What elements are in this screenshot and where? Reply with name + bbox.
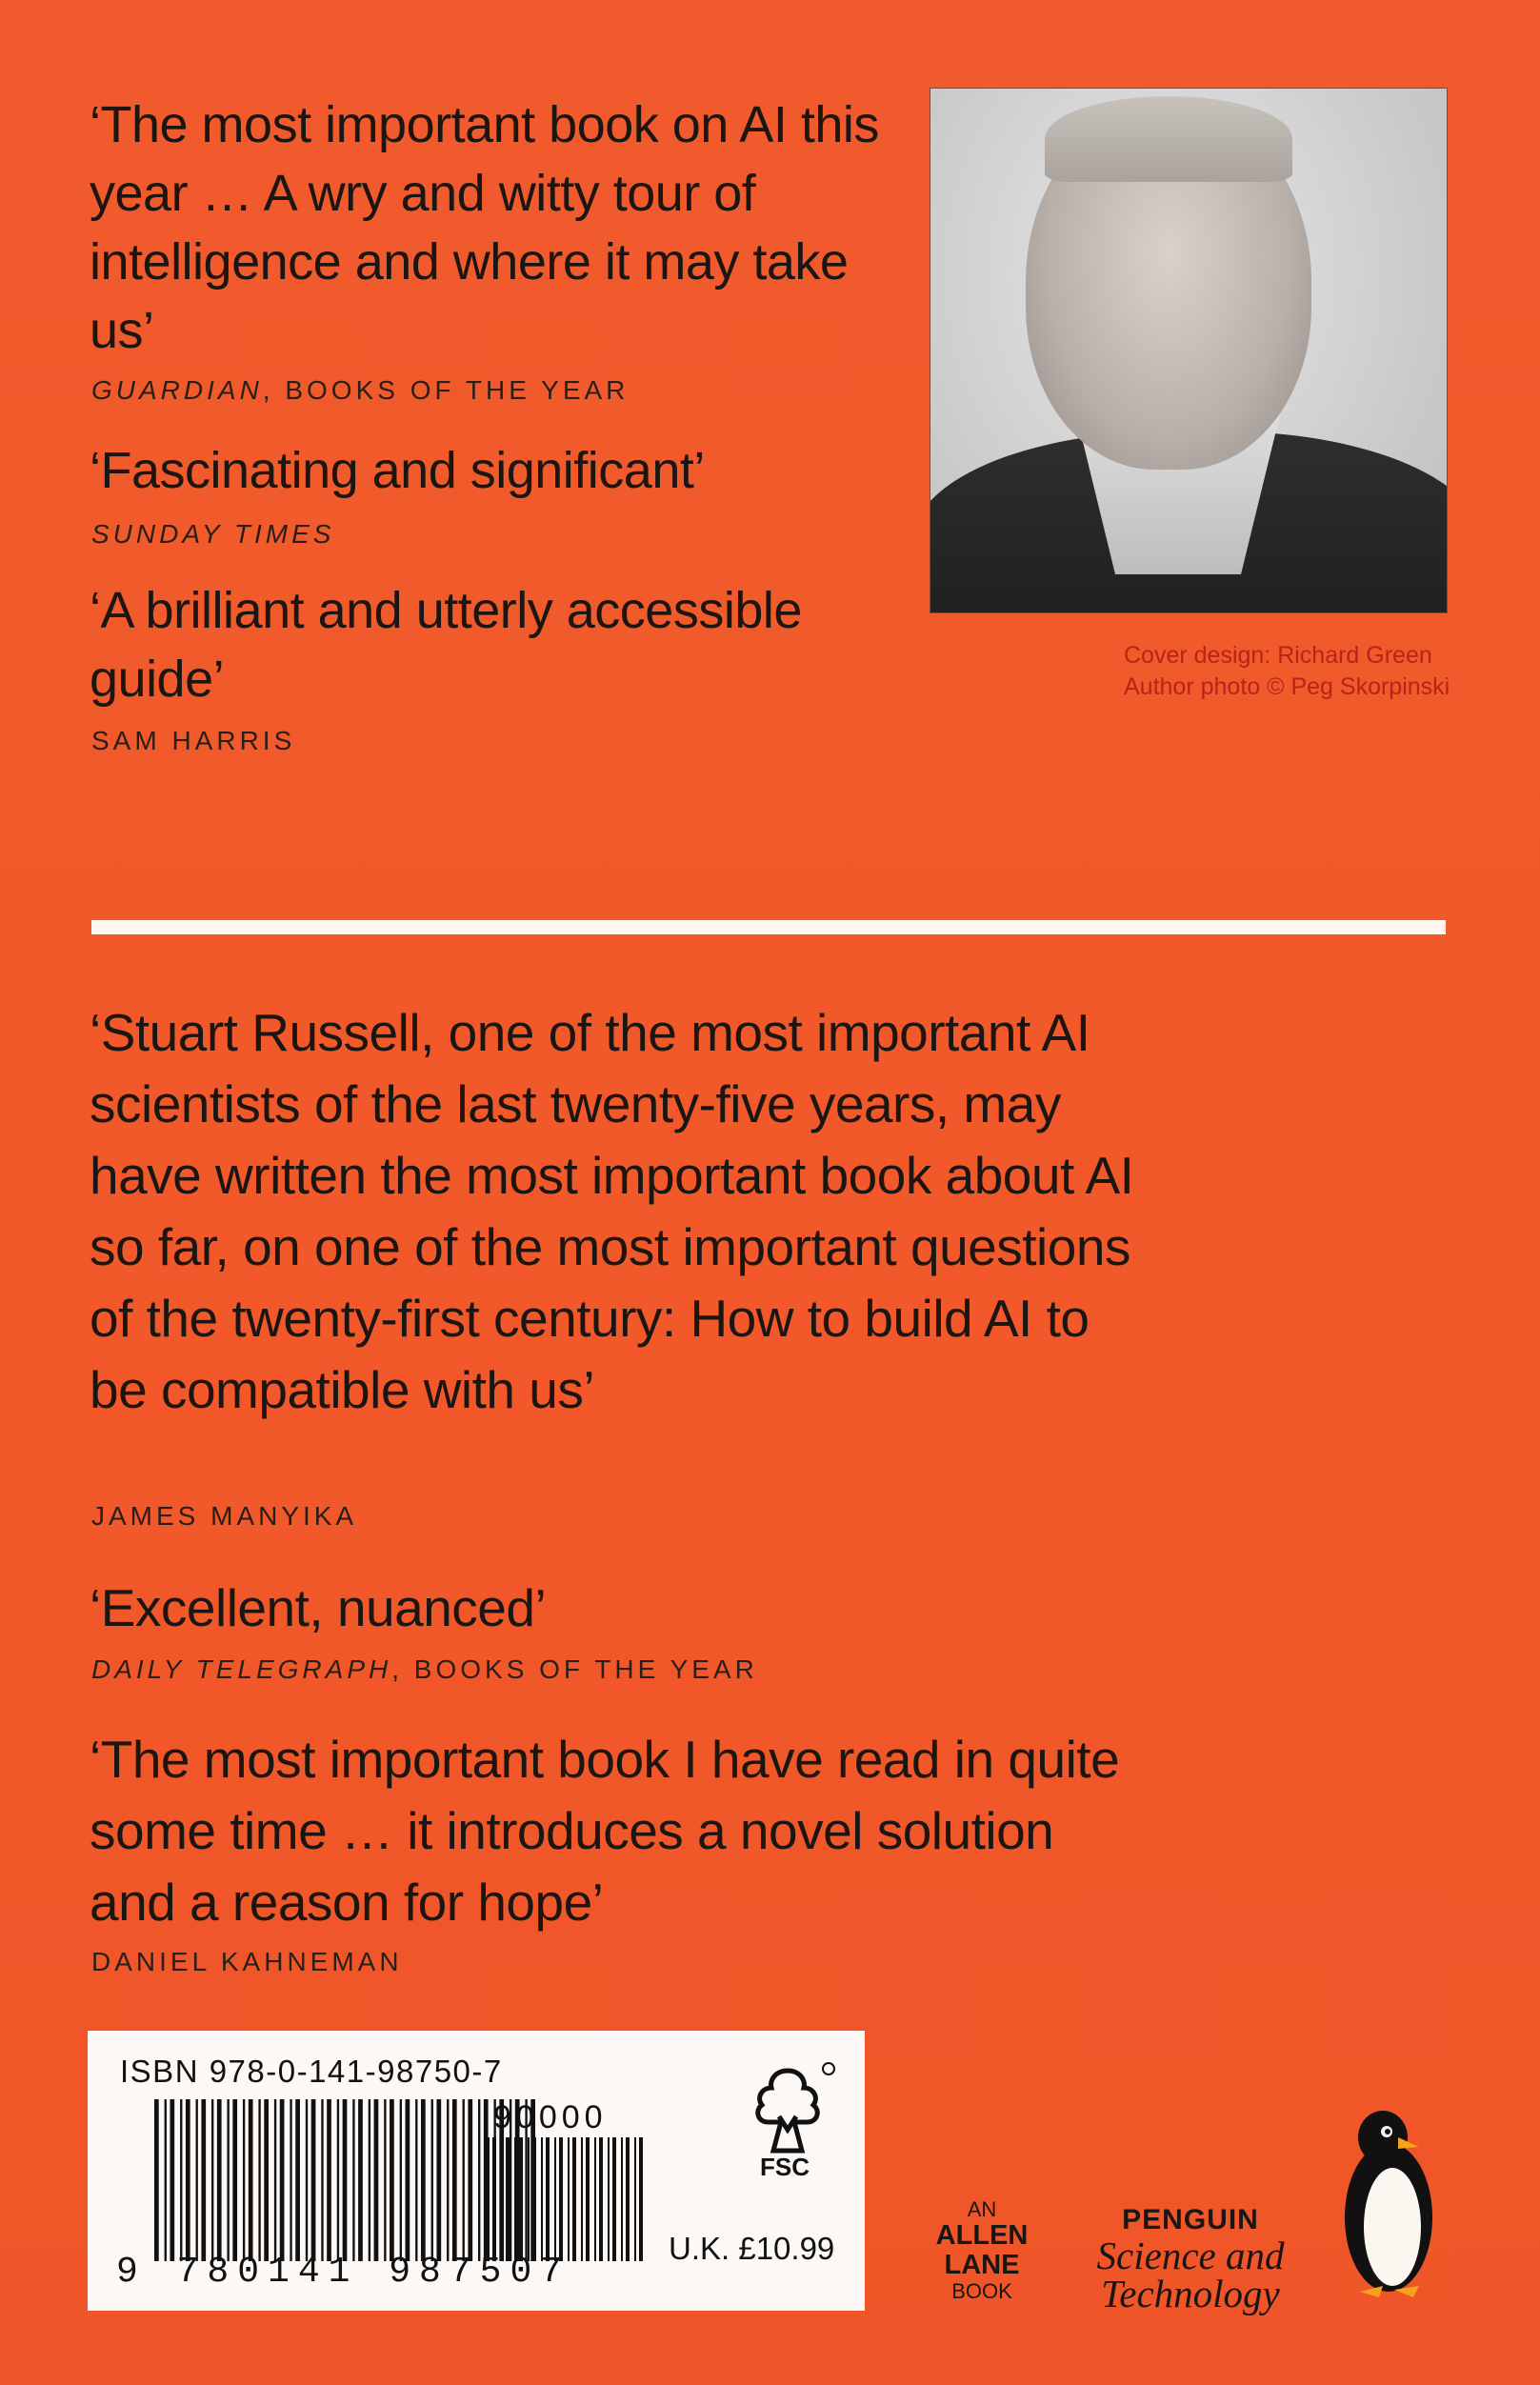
barcode-bar: [546, 2137, 550, 2261]
series-publisher: PENGUIN: [1122, 2204, 1259, 2235]
photo-credits: [1124, 640, 1467, 703]
barcode-bar: [519, 2137, 523, 2261]
source-james-manyika: [91, 1501, 357, 1532]
barcode-bar: [528, 2137, 530, 2261]
source-italic: DAILY TELEGRAPH: [91, 1654, 392, 1684]
barcode-bar: [621, 2137, 623, 2261]
barcode-bars: [154, 2099, 535, 2261]
source-italic: GUARDIAN: [91, 375, 263, 405]
credit-cover-design: Cover design: Richard Green: [1124, 642, 1432, 669]
source-rest: , BOOKS OF THE YEAR: [262, 375, 630, 405]
imprint-an: AN: [967, 2197, 997, 2221]
barcode-bar: [436, 2099, 441, 2261]
barcode-bar: [170, 2099, 174, 2261]
barcode-bar: [217, 2099, 222, 2261]
source-daily-telegraph: [91, 1654, 758, 1685]
barcode-bar: [406, 2099, 410, 2261]
barcode-bar: [180, 2099, 182, 2261]
barcode-bar: [559, 2137, 563, 2261]
imprint-book: BOOK: [951, 2279, 1012, 2303]
source-rest: , BOOKS OF THE YEAR: [391, 1654, 758, 1684]
barcode-bar: [415, 2099, 417, 2261]
barcode-bar: [306, 2099, 308, 2261]
quote-sam-harris: ‘A brilliant and utterly accessible guide’: [90, 582, 802, 708]
barcode-bar: [463, 2099, 465, 2261]
barcode-bar: [295, 2099, 300, 2261]
barcode-bar: [431, 2099, 433, 2261]
allen-lane-imprint: [929, 2198, 1035, 2303]
barcode-bar: [608, 2137, 610, 2261]
barcode-bar: [612, 2137, 616, 2261]
barcode-bar: [343, 2099, 348, 2261]
source-sam-harris: [91, 726, 295, 756]
barcode-bar: [165, 2099, 167, 2261]
barcode-bar: [384, 2099, 386, 2261]
series-line1: Science and: [1096, 2234, 1285, 2277]
source-rest: SAM HARRIS: [91, 726, 296, 755]
photo-hair: [1045, 96, 1292, 182]
barcode-bar: [554, 2137, 556, 2261]
quote-daily-telegraph: ‘Excellent, nuanced’: [90, 1578, 547, 1637]
barcode-bar: [400, 2099, 402, 2261]
barcode-bar: [249, 2099, 253, 2261]
barcode-bar: [321, 2099, 323, 2261]
barcode-bar: [243, 2099, 245, 2261]
barcode-bar: [358, 2099, 363, 2261]
quote-guardian: ‘The most important book on AI this year … A wry and witty tour of intelligence and where it may take us’: [90, 96, 879, 359]
barcode-bar: [639, 2137, 643, 2261]
barcode-bar: [594, 2137, 596, 2261]
barcode-addon-number: 90000: [493, 2099, 608, 2135]
barcode-panel: [88, 2031, 865, 2311]
barcode-bar: [572, 2137, 576, 2261]
barcode-bar: [634, 2137, 636, 2261]
series-line2: Technology: [1101, 2272, 1280, 2315]
imprint-lane: LANE: [944, 2250, 1020, 2280]
quote-daniel-kahneman: ‘The most important book I have read in quite some time … it introduces a novel solution and a reason for hope’: [90, 1730, 1120, 1932]
barcode-bar: [581, 2137, 583, 2261]
barcode-bar: [352, 2099, 354, 2261]
source-italic: SUNDAY TIMES: [91, 519, 335, 549]
barcode-digits: 9 780141 987507: [116, 2252, 571, 2293]
barcode-bar: [492, 2137, 496, 2261]
source-guardian: [91, 375, 629, 406]
barcode-bar: [196, 2099, 198, 2261]
quote-sunday-times: ‘Fascinating and significant’: [90, 442, 705, 499]
barcode-bar: [599, 2137, 603, 2261]
credit-author-photo: Author photo © Peg Skorpinski: [1124, 673, 1450, 700]
barcode-bar: [541, 2137, 543, 2261]
barcode-bar: [447, 2099, 449, 2261]
barcode-bar: [468, 2099, 472, 2261]
barcode-bar: [201, 2099, 206, 2261]
barcode-bar: [501, 2137, 503, 2261]
barcode-bar: [327, 2099, 331, 2261]
fsc-label: FSC: [760, 2153, 810, 2181]
isbn-label: ISBN 978-0-141-98750-7: [120, 2054, 503, 2089]
source-daniel-kahneman: [91, 1947, 403, 1977]
barcode-bar: [514, 2137, 516, 2261]
barcode-bar: [290, 2099, 291, 2261]
barcode-bar: [274, 2099, 276, 2261]
barcode-bar: [227, 2099, 229, 2261]
barcode-bar: [390, 2099, 394, 2261]
penguin-logo-icon: [1331, 2105, 1446, 2301]
source-rest: DANIEL KAHNEMAN: [91, 1947, 403, 1976]
barcode-bar: [532, 2137, 536, 2261]
barcode-bar: [232, 2099, 237, 2261]
source-sunday-times: [91, 519, 334, 550]
price-label: U.K. £10.99: [669, 2231, 835, 2266]
divider-rule: [91, 920, 1446, 934]
barcode-bar: [258, 2099, 260, 2261]
barcode-bar: [626, 2137, 630, 2261]
barcode-bar: [311, 2099, 316, 2261]
imprint-allen: ALLEN: [935, 2220, 1029, 2251]
barcode-bar: [154, 2099, 159, 2261]
quote-james-manyika: ‘Stuart Russell, one of the most important AI scientists of the last twenty-five years, may have written the most important book about AI so far, on one of the most important questions of the twenty-first century: How to build AI to be compatible with us’: [90, 1003, 1134, 1419]
barcode-bar: [488, 2137, 490, 2261]
barcode-bar: [478, 2099, 480, 2261]
source-rest: JAMES MANYIKA: [91, 1501, 358, 1531]
barcode-bar: [280, 2099, 285, 2261]
author-photo: [930, 88, 1448, 613]
series-brand: [1086, 2204, 1295, 2313]
barcode-bar: [374, 2099, 379, 2261]
barcode-bar: [337, 2099, 339, 2261]
barcode-bar: [211, 2099, 213, 2261]
barcode-bar: [586, 2137, 590, 2261]
barcode-bar: [369, 2099, 370, 2261]
barcode-bar: [452, 2099, 457, 2261]
barcode-bar: [421, 2099, 426, 2261]
barcode-bar: [568, 2137, 570, 2261]
barcode-bar: [186, 2099, 190, 2261]
barcode-bar: [506, 2137, 510, 2261]
barcode-bar: [264, 2099, 269, 2261]
